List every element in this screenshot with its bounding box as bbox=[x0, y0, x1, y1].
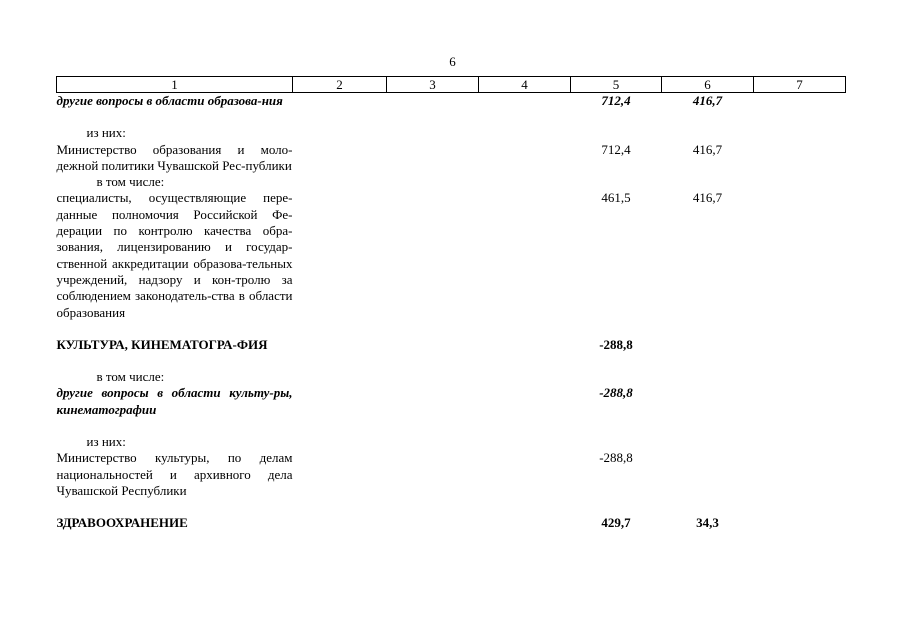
value-col5: -288,8 bbox=[599, 385, 633, 401]
value-col5: -288,8 bbox=[599, 450, 633, 466]
value-col6 bbox=[662, 337, 754, 353]
row-label: в том числе: bbox=[96, 369, 165, 385]
row-label: из них: bbox=[86, 434, 126, 450]
row-label: в том числе: bbox=[96, 174, 165, 190]
budget-table bbox=[56, 76, 846, 532]
table-header-row bbox=[57, 77, 846, 93]
value-col5: 429,7 bbox=[601, 515, 631, 531]
table-row bbox=[57, 93, 846, 110]
column-header-7: 7 bbox=[754, 77, 846, 93]
row-label: Министерство образования и моло-дежной политики Чувашской Рес-публики bbox=[56, 141, 293, 173]
row-label: из них: bbox=[86, 125, 126, 141]
value-col5: 461,5 bbox=[601, 190, 631, 206]
column-header-5: 5 bbox=[571, 77, 662, 93]
table-row bbox=[57, 337, 846, 353]
row-label: специалисты, осуществляющие пере-данные полномочия Российской Фе-дерации по контролю качества обра-зования, лицензированию и государ-ственной аккредитации образова-тельных учреждений, надзору и кон-тролю за соблюдением законодатель-ства в области образования bbox=[56, 190, 293, 320]
table-row bbox=[57, 174, 846, 190]
table-row bbox=[57, 434, 846, 450]
value-col6: 416,7 bbox=[692, 190, 723, 206]
table-row bbox=[57, 142, 846, 175]
table-row bbox=[57, 515, 846, 531]
column-header-1: 1 bbox=[57, 77, 293, 93]
table-row bbox=[57, 450, 846, 499]
row-label: другие вопросы в области культу-ры, кинематографии bbox=[56, 385, 293, 417]
value-col5: -288,8 bbox=[599, 336, 633, 352]
value-col6: 416,7 bbox=[692, 93, 723, 108]
value-col6: 34,3 bbox=[696, 515, 719, 531]
row-label: КУЛЬТУРА, КИНЕМАТОГРА-ФИЯ bbox=[56, 336, 268, 352]
value-col6: 416,7 bbox=[692, 141, 723, 157]
value-col5: 712,4 bbox=[601, 141, 631, 157]
row-label: другие вопросы в области образова-ния bbox=[56, 93, 283, 108]
page-number: 6 bbox=[449, 54, 456, 69]
value-col6 bbox=[662, 450, 754, 499]
table-row bbox=[57, 369, 846, 385]
table-row bbox=[57, 190, 846, 320]
table-row bbox=[57, 125, 846, 141]
column-header-4: 4 bbox=[479, 77, 571, 93]
column-header-3: 3 bbox=[387, 77, 479, 93]
value-col5: 712,4 bbox=[601, 93, 631, 108]
row-label: ЗДРАВООХРАНЕНИЕ bbox=[56, 515, 188, 531]
column-header-2: 2 bbox=[293, 77, 387, 93]
value-col6 bbox=[662, 385, 754, 418]
row-label: Министерство культуры, по делам национальностей и архивного дела Чувашской Республики bbox=[56, 450, 293, 498]
column-header-6: 6 bbox=[662, 77, 754, 93]
table-row bbox=[57, 385, 846, 418]
